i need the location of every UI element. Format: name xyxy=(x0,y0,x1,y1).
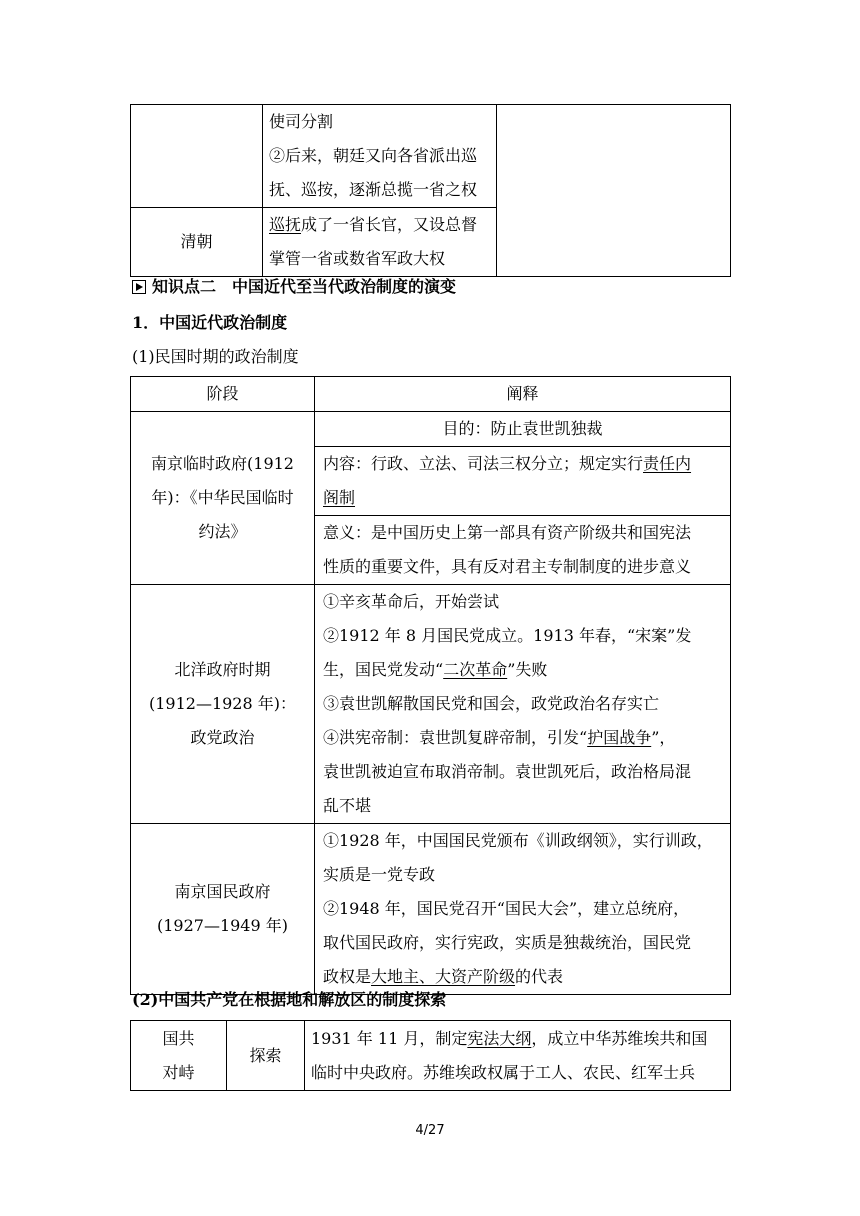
cell-text: (1912—1928 年)： xyxy=(148,694,296,713)
cell-text: 1931 年 11 月，制定 xyxy=(311,1028,468,1048)
table-cell xyxy=(131,824,315,995)
table-cell xyxy=(131,585,315,824)
cell-text: (1927—1949 年) xyxy=(156,916,288,935)
underlined-term: 护国战争 xyxy=(587,728,652,747)
table-cell: 清朝 xyxy=(131,208,263,277)
triangle-marker-icon xyxy=(132,280,146,294)
cell-text: ①辛亥革命后，开始尝试 xyxy=(323,592,500,611)
top-table xyxy=(130,104,731,277)
cell-text: 南京国民政府 xyxy=(174,882,271,901)
cell-text: 南京临时政府(1912 xyxy=(151,454,294,473)
table-cell xyxy=(263,105,497,208)
cell-text: ”， xyxy=(651,728,676,747)
table-cell xyxy=(497,105,731,277)
cell-text: 袁世凯被迫宣布取消帝制。袁世凯死后，政治格局混 xyxy=(323,762,692,781)
page-number: 4/27 xyxy=(415,1123,445,1138)
underlined-term: 大地主、大资产阶级 xyxy=(371,967,516,986)
cell-text: 对峙 xyxy=(162,1062,195,1082)
cell-text: 北洋政府时期 xyxy=(174,660,271,679)
cell-text: ③袁世凯解散国民党和国会，政党政治名存实亡 xyxy=(323,694,660,713)
cell-text: 乱不堪 xyxy=(323,796,372,815)
cell-text: ，成立中华苏维埃共和国 xyxy=(531,1028,708,1048)
cell-text: 临时中央政府。苏维埃政权属于工人、农民、红军士兵 xyxy=(311,1062,696,1082)
cell-text: 约法》 xyxy=(198,522,247,541)
table-cell xyxy=(315,824,731,995)
table-row xyxy=(131,824,731,995)
cell-text: 取代国民政府，实行宪政，实质是独裁统治，国民党 xyxy=(323,933,692,952)
subheading: (2)中国共产党在根据地和解放区的制度探索 xyxy=(132,990,447,1009)
cell-text: 生，国民党发动“ xyxy=(323,660,444,679)
cell-text: 国共 xyxy=(162,1028,195,1048)
cell-text: ②1912 年 8 月国民党成立。1913 年春，“宋案”发 xyxy=(323,626,692,645)
table-header-cell: 阶段 xyxy=(131,377,315,412)
table-row xyxy=(131,105,731,208)
cell-text: 年)：《中华民国临时 xyxy=(151,488,294,507)
cell-text: 性质的重要文件，具有反对君主专制制度的进步意义 xyxy=(323,557,692,576)
underlined-term: 阁制 xyxy=(323,488,356,507)
cell-text: ②1948 年，国民党召开“国民大会”，建立总统府， xyxy=(323,899,690,918)
table-cell xyxy=(131,105,263,208)
table-row xyxy=(131,1021,731,1091)
cell-text: 意义：是中国历史上第一部具有资产阶级共和国宪法 xyxy=(323,523,692,542)
underlined-term: 责任内 xyxy=(643,454,692,473)
table-cell xyxy=(131,412,315,585)
table-cell xyxy=(315,447,731,516)
cell-text: 使司分割 xyxy=(269,112,334,131)
table-cell xyxy=(305,1021,731,1091)
underlined-term: 宪法大纲 xyxy=(467,1028,532,1048)
cell-text: 政党政治 xyxy=(190,728,255,747)
cell-text: 抚、巡按，逐渐总揽一省之权 xyxy=(269,180,478,199)
subheading: 1．中国近代政治制度 xyxy=(132,313,288,332)
cell-text: ④洪宪帝制：袁世凯复辟帝制，引发“ xyxy=(323,728,588,747)
minguo-table xyxy=(130,376,731,995)
underlined-term: 二次革命 xyxy=(443,660,508,679)
section-heading-text: 知识点二 中国近代至当代政治制度的演变 xyxy=(152,277,457,296)
table-cell: 探索 xyxy=(227,1021,305,1091)
table-row xyxy=(131,412,731,447)
cell-text: 掌管一省或数省军政大权 xyxy=(269,249,446,268)
table-header-cell: 阐释 xyxy=(315,377,731,412)
table-header-row xyxy=(131,377,731,412)
cell-text: ”失败 xyxy=(507,660,548,679)
table-cell xyxy=(263,208,497,277)
cell-text: 政权是 xyxy=(323,967,372,986)
section-heading xyxy=(132,276,456,298)
table-cell: 目的：防止袁世凯独裁 xyxy=(315,412,731,447)
underlined-term: 巡抚 xyxy=(269,215,302,234)
cpc-table xyxy=(130,1020,731,1091)
cell-text: 成了一省长官，又设总督 xyxy=(301,215,478,234)
cell-text: 实质是一党专政 xyxy=(323,865,436,884)
subheading: (1)民国时期的政治制度 xyxy=(132,347,299,366)
cell-text: 的代表 xyxy=(515,967,564,986)
cell-text: 内容：行政、立法、司法三权分立；规定实行 xyxy=(323,454,644,473)
table-cell xyxy=(315,516,731,585)
table-row xyxy=(131,585,731,824)
table-cell xyxy=(315,585,731,824)
cell-text: ①1928 年，中国国民党颁布《训政纲领》，实行训政， xyxy=(323,831,713,850)
table-cell xyxy=(131,1021,227,1091)
cell-text: ②后来，朝廷又向各省派出巡 xyxy=(269,146,478,165)
